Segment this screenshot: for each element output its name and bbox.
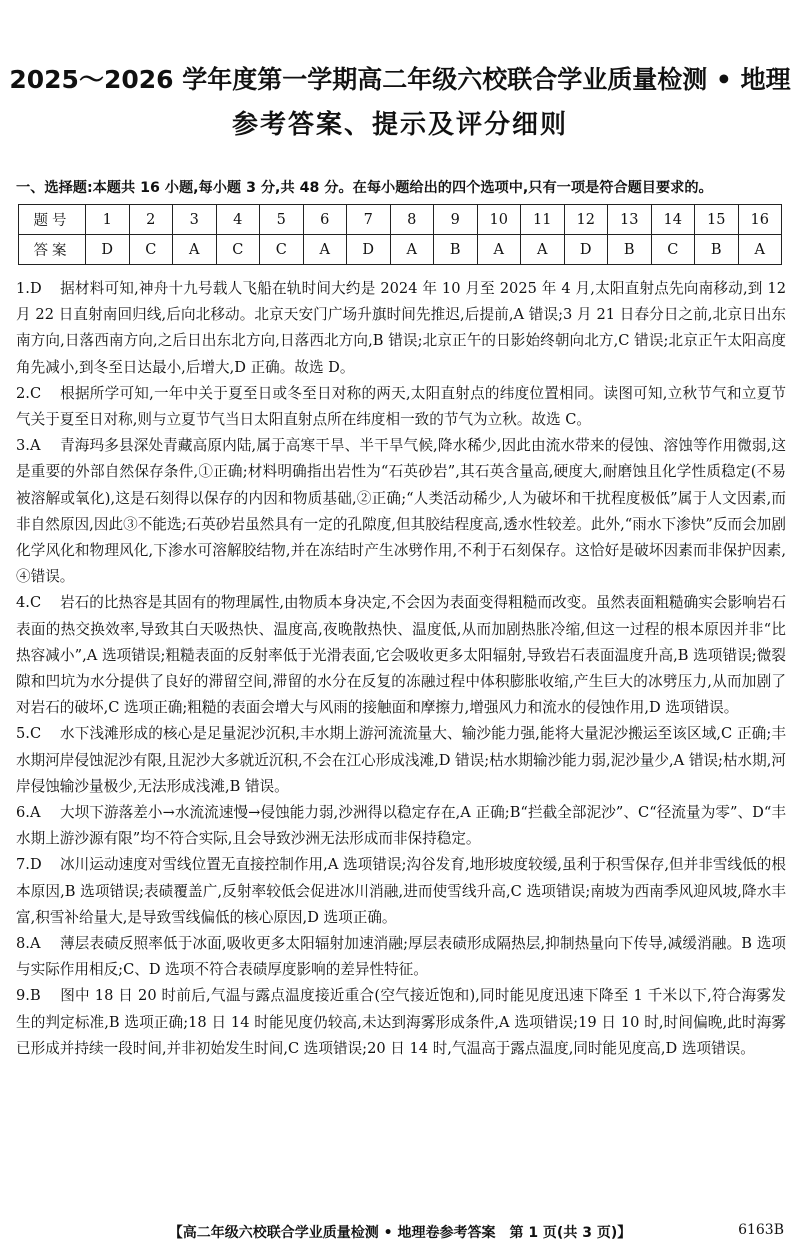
footer-text: 【高二年级六校联合学业质量检测 • 地理卷参考答案 第 1 页(共 3 页)】 <box>168 1225 632 1241</box>
answer-cell: B <box>608 235 652 265</box>
row-label-number: 题号 <box>19 205 86 235</box>
section-heading: 一、选择题:本题共 16 小题,每小题 3 分,共 48 分。在每小题给出的四个选项中,只有一项是符合题目要求的。 <box>16 180 713 196</box>
explanation-answer: C <box>29 725 42 743</box>
question-number: 16 <box>738 205 782 235</box>
explanation-text: 图中 18 日 20 时前后,气温与露点温度接近重合(空气接近饱和),同时能见度迅速下降至 1 千米以下,符合海雾发生的判定标准,B 选项正确;18 日 14 时能见度仍较高,未达到海雾形成条件,A 选项错误;19 日 10 时,时间偏晚,此时海雾已形成并持续一段时间,并非初始发生时间,C 选项错误;20 日 14 时,气温高于露点温度,同时能见度高,D 选项错误。 <box>16 987 786 1057</box>
document-subtitle: 参考答案、提示及评分细则 <box>231 110 568 140</box>
explanation-number: 6. <box>16 804 30 822</box>
explanation-item <box>16 983 786 1062</box>
explanation-answer: B <box>29 987 41 1005</box>
explanation-answer: A <box>29 935 41 953</box>
explanation-answer: A <box>29 437 41 455</box>
question-number: 12 <box>564 205 608 235</box>
answer-cell: C <box>651 235 695 265</box>
explanation-item <box>16 381 786 433</box>
explanation-item <box>16 852 786 931</box>
answer-cell: A <box>390 235 434 265</box>
explanation-answer: C <box>29 384 42 402</box>
answer-cell: A <box>738 235 782 265</box>
answer-cell: D <box>347 235 391 265</box>
explanations-list <box>16 276 786 1062</box>
answer-cell: C <box>129 235 173 265</box>
answer-cell: C <box>260 235 304 265</box>
question-number: 5 <box>260 205 304 235</box>
explanation-item <box>16 433 786 590</box>
explanation-text: 水下浅滩形成的核心是足量泥沙沉积,丰水期上游河流流量大、输沙能力强,能将大量泥沙搬运至该区域,C 正确;丰水期河岸侵蚀泥沙有限,且泥沙大多就近沉积,不会在江心形成浅滩,D 错误;枯水期输沙能力弱,泥沙量少,A 错误;枯水期,河岸侵蚀输沙量极少,无法形成浅滩,B 错误。 <box>16 725 786 795</box>
explanation-answer: A <box>29 804 41 822</box>
explanation-number: 7. <box>16 856 30 874</box>
answer-cell: A <box>173 235 217 265</box>
explanation-number: 3. <box>16 437 30 455</box>
question-number: 1 <box>86 205 130 235</box>
question-number: 9 <box>434 205 478 235</box>
question-number: 11 <box>521 205 565 235</box>
explanation-text: 大坝下游落差小→水流流速慢→侵蚀能力弱,沙洲得以稳定存在,A 正确;B“拦截全部泥沙”、C“径流量为零”、D“丰水期上游沙源有限”均不符合实际,且会导致沙洲无法形成而非保持稳定。 <box>16 804 786 848</box>
explanation-number: 2. <box>16 384 30 402</box>
answer-cell: C <box>216 235 260 265</box>
answer-table-answer-row <box>19 235 782 265</box>
explanation-number: 5. <box>16 725 30 743</box>
answer-cell: D <box>86 235 130 265</box>
explanation-number: 8. <box>16 935 30 953</box>
explanation-answer: D <box>29 856 42 874</box>
question-number: 6 <box>303 205 347 235</box>
explanation-text: 冰川运动速度对雪线位置无直接控制作用,A 选项错误;沟谷发育,地形坡度较缓,虽利于积雪保存,但并非雪线低的根本原因,B 选项错误;表碛覆盖广,反射率较低会促进冰川消融,进而使雪线升高,C 选项错误;南坡为西南季风迎风坡,降水丰富,积雪补给量大,是导致雪线偏低的核心原因,D 选项正确。 <box>16 856 786 926</box>
explanation-item <box>16 800 786 852</box>
explanation-text: 岩石的比热容是其固有的物理属性,由物质本身决定,不会因为表面变得粗糙而改变。虽然表面粗糙确实会影响岩石表面的热交换效率,导致其白天吸热快、温度高,夜晚散热快、温度低,从而加剧热胀冷缩,但这一过程的根本原因并非“比热容减小”,A 选项错误;粗糙表面的反射率低于光滑表面,它会吸收更多太阳辐射,导致岩石表面温度升高,B 选项错误;微裂隙和凹坑为水分提供了良好的滞留空间,滞留的水分在反复的冻融过程中体积膨胀收缩,产生巨大的冰劈压力,从而加剧了对岩石的破坏,C 选项正确;粗糙的表面会增大与风雨的接触面和摩擦力,增强风力和流水的侵蚀作用,D 选项错误。 <box>16 594 786 717</box>
explanation-text: 根据所学可知,一年中关于夏至日或冬至日对称的两天,太阳直射点的纬度位置相同。读图可知,立秋节气和立夏节气关于夏至日对称,则与立夏节气当日太阳直射点所在纬度相一致的节气为立秋。故选 C。 <box>16 384 786 429</box>
answer-cell: B <box>434 235 478 265</box>
document-title: 2025～2026 学年度第一学期高二年级六校联合学业质量检测 • 地理 <box>9 65 791 94</box>
explanation-number: 9. <box>16 987 30 1005</box>
answer-cell: A <box>477 235 521 265</box>
question-number: 3 <box>173 205 217 235</box>
question-number: 8 <box>390 205 434 235</box>
question-number: 13 <box>608 205 652 235</box>
explanation-item <box>16 721 786 800</box>
question-number: 14 <box>651 205 695 235</box>
explanation-text: 青海玛多县深处青藏高原内陆,属于高寒干旱、半干旱气候,降水稀少,因此由流水带来的侵蚀、溶蚀等作用微弱,这是重要的外部自然保存条件,①正确;材料明确指出岩性为“石英砂岩”,其石英含量高,硬度大,耐磨蚀且化学性质稳定(不易被溶解或氧化),这是石刻得以保存的内因和物质基础,②正确;“人类活动稀少,人为破坏和干扰程度极低”属于人文因素,而非自然原因,因此③不能选;石英砂岩虽然具有一定的孔隙度,但其胶结程度高,透水性较差。此外,“雨水下渗快”反而会加剧化学风化和物理风化,下渗水可溶解胶结物,并在冻结时产生冰劈作用,不利于石刻保存。这恰好是破坏因素而非保护因素,④错误。 <box>16 437 786 586</box>
explanation-number: 4. <box>16 594 30 612</box>
explanation-answer: D <box>29 280 42 297</box>
answer-cell: A <box>303 235 347 265</box>
answer-cell: D <box>564 235 608 265</box>
explanation-answer: C <box>29 594 42 612</box>
question-number: 7 <box>347 205 391 235</box>
explanation-item <box>16 276 786 381</box>
row-label-answer: 答案 <box>19 235 86 265</box>
question-number: 10 <box>477 205 521 235</box>
explanation-item <box>16 931 786 983</box>
explanation-item <box>16 590 786 721</box>
explanation-text: 薄层表碛反照率低于冰面,吸收更多太阳辐射加速消融;厚层表碛形成隔热层,抑制热量向下传导,减缓消融。B 选项与实际作用相反;C、D 选项不符合表碛厚度影响的差异性特征。 <box>16 935 786 979</box>
answer-table <box>18 204 782 265</box>
explanation-number: 1. <box>16 280 30 297</box>
answer-cell: B <box>695 235 739 265</box>
document-code: 6163B <box>738 1222 784 1238</box>
question-number: 4 <box>216 205 260 235</box>
answer-cell: A <box>521 235 565 265</box>
question-number: 15 <box>695 205 739 235</box>
question-number: 2 <box>129 205 173 235</box>
explanation-text: 据材料可知,神舟十九号载人飞船在轨时间大约是 2024 年 10 月至 2025 年 4 月,太阳直射点先向南移动,到 12 月 22 日直射南回归线,后向北移动。北京天安门广场升旗时间先推迟,后提前,A 错误;3 月 21 日春分日之前,北京日出东南方向,日落西南方向,之后日出东北方向,日落西北方向,B 错误;北京正午的日影始终朝向北方,C 错误;北京正午太阳高度角先减小,到冬至日达最小,后增大,D 正确。故选 D。 <box>16 280 786 376</box>
answer-table-number-row <box>19 205 782 235</box>
